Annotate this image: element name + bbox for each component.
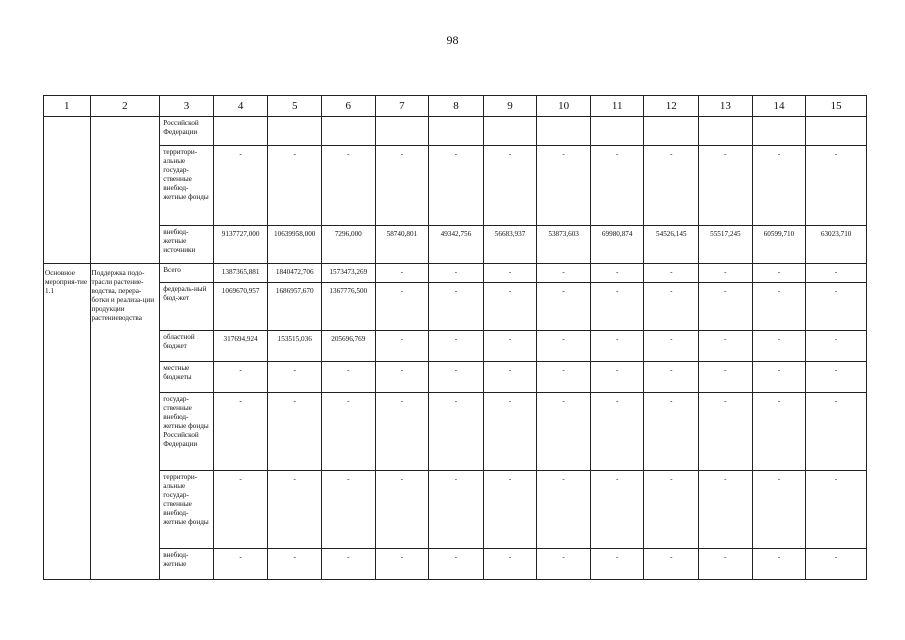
- value-cell: -: [213, 146, 268, 226]
- column-header-1: 1: [44, 96, 91, 117]
- value-cell: -: [322, 146, 376, 226]
- value-cell: 10639958,000: [268, 226, 322, 264]
- value-cell: -: [806, 264, 867, 283]
- value-cell: -: [699, 283, 753, 331]
- value-cell: -: [483, 146, 537, 226]
- value-cell: -: [699, 393, 753, 471]
- value-cell: -: [537, 362, 591, 393]
- table-row: [44, 331, 867, 362]
- value-cell: -: [644, 471, 699, 549]
- column-header-3: 3: [160, 96, 214, 117]
- funding-source-label: Всего: [160, 264, 214, 283]
- value-cell: -: [429, 362, 484, 393]
- value-cell: -: [429, 393, 484, 471]
- value-cell: [213, 117, 268, 146]
- value-cell: -: [806, 549, 867, 580]
- value-cell: -: [644, 362, 699, 393]
- value-cell: -: [268, 471, 322, 549]
- funding-source-label: государ-ственные внебюд-жетные фонды Российской Федерации: [160, 393, 214, 471]
- value-cell: -: [483, 331, 537, 362]
- value-cell: -: [375, 283, 429, 331]
- value-cell: -: [590, 331, 644, 362]
- value-cell: -: [213, 549, 268, 580]
- table-row: [44, 393, 867, 471]
- budget-table: [43, 95, 867, 580]
- column-header-6: 6: [322, 96, 376, 117]
- value-cell: -: [699, 362, 753, 393]
- value-cell: -: [429, 283, 484, 331]
- value-cell: -: [590, 471, 644, 549]
- value-cell: [268, 117, 322, 146]
- funding-source-label: местные бюджеты: [160, 362, 214, 393]
- value-cell: -: [375, 146, 429, 226]
- value-cell: [537, 117, 591, 146]
- value-cell: 55517,245: [699, 226, 753, 264]
- value-cell: -: [644, 283, 699, 331]
- header-row: [44, 96, 867, 117]
- value-cell: -: [699, 264, 753, 283]
- value-cell: -: [483, 471, 537, 549]
- value-cell: -: [537, 283, 591, 331]
- value-cell: -: [644, 264, 699, 283]
- value-cell: -: [752, 146, 806, 226]
- value-cell: -: [590, 283, 644, 331]
- value-cell: -: [268, 393, 322, 471]
- description-cell-empty: [90, 117, 160, 264]
- column-header-4: 4: [213, 96, 268, 117]
- value-cell: 54526,145: [644, 226, 699, 264]
- column-header-2: 2: [90, 96, 160, 117]
- value-cell: -: [375, 393, 429, 471]
- value-cell: -: [483, 393, 537, 471]
- value-cell: 58740,801: [375, 226, 429, 264]
- column-header-8: 8: [429, 96, 484, 117]
- value-cell: -: [590, 549, 644, 580]
- value-cell: 1573473,269: [322, 264, 376, 283]
- value-cell: -: [752, 362, 806, 393]
- value-cell: -: [322, 549, 376, 580]
- table-row: [44, 283, 867, 331]
- value-cell: -: [429, 264, 484, 283]
- value-cell: -: [322, 471, 376, 549]
- column-header-15: 15: [806, 96, 867, 117]
- value-cell: -: [699, 471, 753, 549]
- value-cell: -: [537, 393, 591, 471]
- value-cell: -: [268, 549, 322, 580]
- value-cell: -: [644, 331, 699, 362]
- value-cell: [644, 117, 699, 146]
- value-cell: -: [483, 283, 537, 331]
- value-cell: 7296,000: [322, 226, 376, 264]
- table-row: [44, 549, 867, 580]
- table-row: [44, 471, 867, 549]
- value-cell: -: [699, 549, 753, 580]
- value-cell: -: [752, 471, 806, 549]
- value-cell: [806, 117, 867, 146]
- value-cell: -: [590, 393, 644, 471]
- value-cell: 153515,036: [268, 331, 322, 362]
- activity-name: Основное мероприя-тие 1.1: [44, 264, 91, 580]
- value-cell: -: [213, 362, 268, 393]
- activity-cell-empty: [44, 117, 91, 264]
- value-cell: -: [375, 362, 429, 393]
- funding-source-label: областной бюджет: [160, 331, 214, 362]
- value-cell: -: [537, 331, 591, 362]
- value-cell: 56683,937: [483, 226, 537, 264]
- value-cell: 49342,756: [429, 226, 484, 264]
- value-cell: -: [375, 331, 429, 362]
- value-cell: -: [806, 362, 867, 393]
- value-cell: -: [806, 331, 867, 362]
- value-cell: 9137727,000: [213, 226, 268, 264]
- value-cell: -: [483, 549, 537, 580]
- column-header-7: 7: [375, 96, 429, 117]
- value-cell: 69980,874: [590, 226, 644, 264]
- value-cell: -: [537, 146, 591, 226]
- value-cell: -: [375, 264, 429, 283]
- value-cell: -: [429, 549, 484, 580]
- column-header-5: 5: [268, 96, 322, 117]
- value-cell: -: [752, 264, 806, 283]
- value-cell: -: [752, 549, 806, 580]
- value-cell: -: [322, 393, 376, 471]
- value-cell: -: [213, 471, 268, 549]
- value-cell: -: [806, 471, 867, 549]
- value-cell: 53873,603: [537, 226, 591, 264]
- value-cell: -: [752, 331, 806, 362]
- value-cell: -: [429, 146, 484, 226]
- funding-source-label: территори-альные государ-ственные внебюд-жетные фонды: [160, 471, 214, 549]
- funding-source-label: федераль-ный бюд-жет: [160, 283, 214, 331]
- value-cell: -: [322, 362, 376, 393]
- value-cell: -: [752, 393, 806, 471]
- value-cell: -: [429, 471, 484, 549]
- value-cell: [699, 117, 753, 146]
- value-cell: [590, 117, 644, 146]
- value-cell: -: [268, 362, 322, 393]
- value-cell: -: [537, 471, 591, 549]
- column-header-11: 11: [590, 96, 644, 117]
- value-cell: -: [483, 264, 537, 283]
- value-cell: 205696,769: [322, 331, 376, 362]
- value-cell: -: [806, 146, 867, 226]
- value-cell: -: [537, 264, 591, 283]
- value-cell: -: [644, 549, 699, 580]
- page-number: 98: [446, 33, 459, 47]
- value-cell: [322, 117, 376, 146]
- column-header-14: 14: [752, 96, 806, 117]
- table-row: [44, 264, 867, 283]
- value-cell: -: [483, 362, 537, 393]
- value-cell: 1840472,706: [268, 264, 322, 283]
- column-header-9: 9: [483, 96, 537, 117]
- value-cell: -: [699, 146, 753, 226]
- value-cell: -: [590, 146, 644, 226]
- column-header-10: 10: [537, 96, 591, 117]
- value-cell: -: [806, 393, 867, 471]
- value-cell: [752, 117, 806, 146]
- value-cell: -: [644, 146, 699, 226]
- value-cell: -: [375, 471, 429, 549]
- table-row: [44, 362, 867, 393]
- value-cell: 1069670,957: [213, 283, 268, 331]
- value-cell: 60599,710: [752, 226, 806, 264]
- value-cell: -: [752, 283, 806, 331]
- value-cell: -: [268, 146, 322, 226]
- value-cell: 1367776,500: [322, 283, 376, 331]
- value-cell: [375, 117, 429, 146]
- funding-source-label: внебюд-жетные источники: [160, 226, 214, 264]
- funding-source-label: территори-альные государ-ственные внебюд-жетные фонды: [160, 146, 214, 226]
- value-cell: 1686957,670: [268, 283, 322, 331]
- activity-description: Поддержка подо-трасли растение-водства, перера-ботки и реализа-ции продукции растениеводства: [90, 264, 160, 580]
- table-row: [44, 226, 867, 264]
- value-cell: 317694,924: [213, 331, 268, 362]
- table-row: [44, 117, 867, 146]
- column-header-12: 12: [644, 96, 699, 117]
- funding-source-label: Российской Федерации: [160, 117, 214, 146]
- value-cell: -: [590, 264, 644, 283]
- column-header-13: 13: [699, 96, 753, 117]
- value-cell: [483, 117, 537, 146]
- value-cell: -: [429, 331, 484, 362]
- value-cell: -: [644, 393, 699, 471]
- value-cell: 1387365,881: [213, 264, 268, 283]
- value-cell: -: [537, 549, 591, 580]
- value-cell: 63023,710: [806, 226, 867, 264]
- table-row: [44, 146, 867, 226]
- value-cell: -: [375, 549, 429, 580]
- value-cell: -: [590, 362, 644, 393]
- value-cell: -: [806, 283, 867, 331]
- value-cell: -: [699, 331, 753, 362]
- value-cell: [429, 117, 484, 146]
- funding-source-label: внебюд-жетные: [160, 549, 214, 580]
- value-cell: -: [213, 393, 268, 471]
